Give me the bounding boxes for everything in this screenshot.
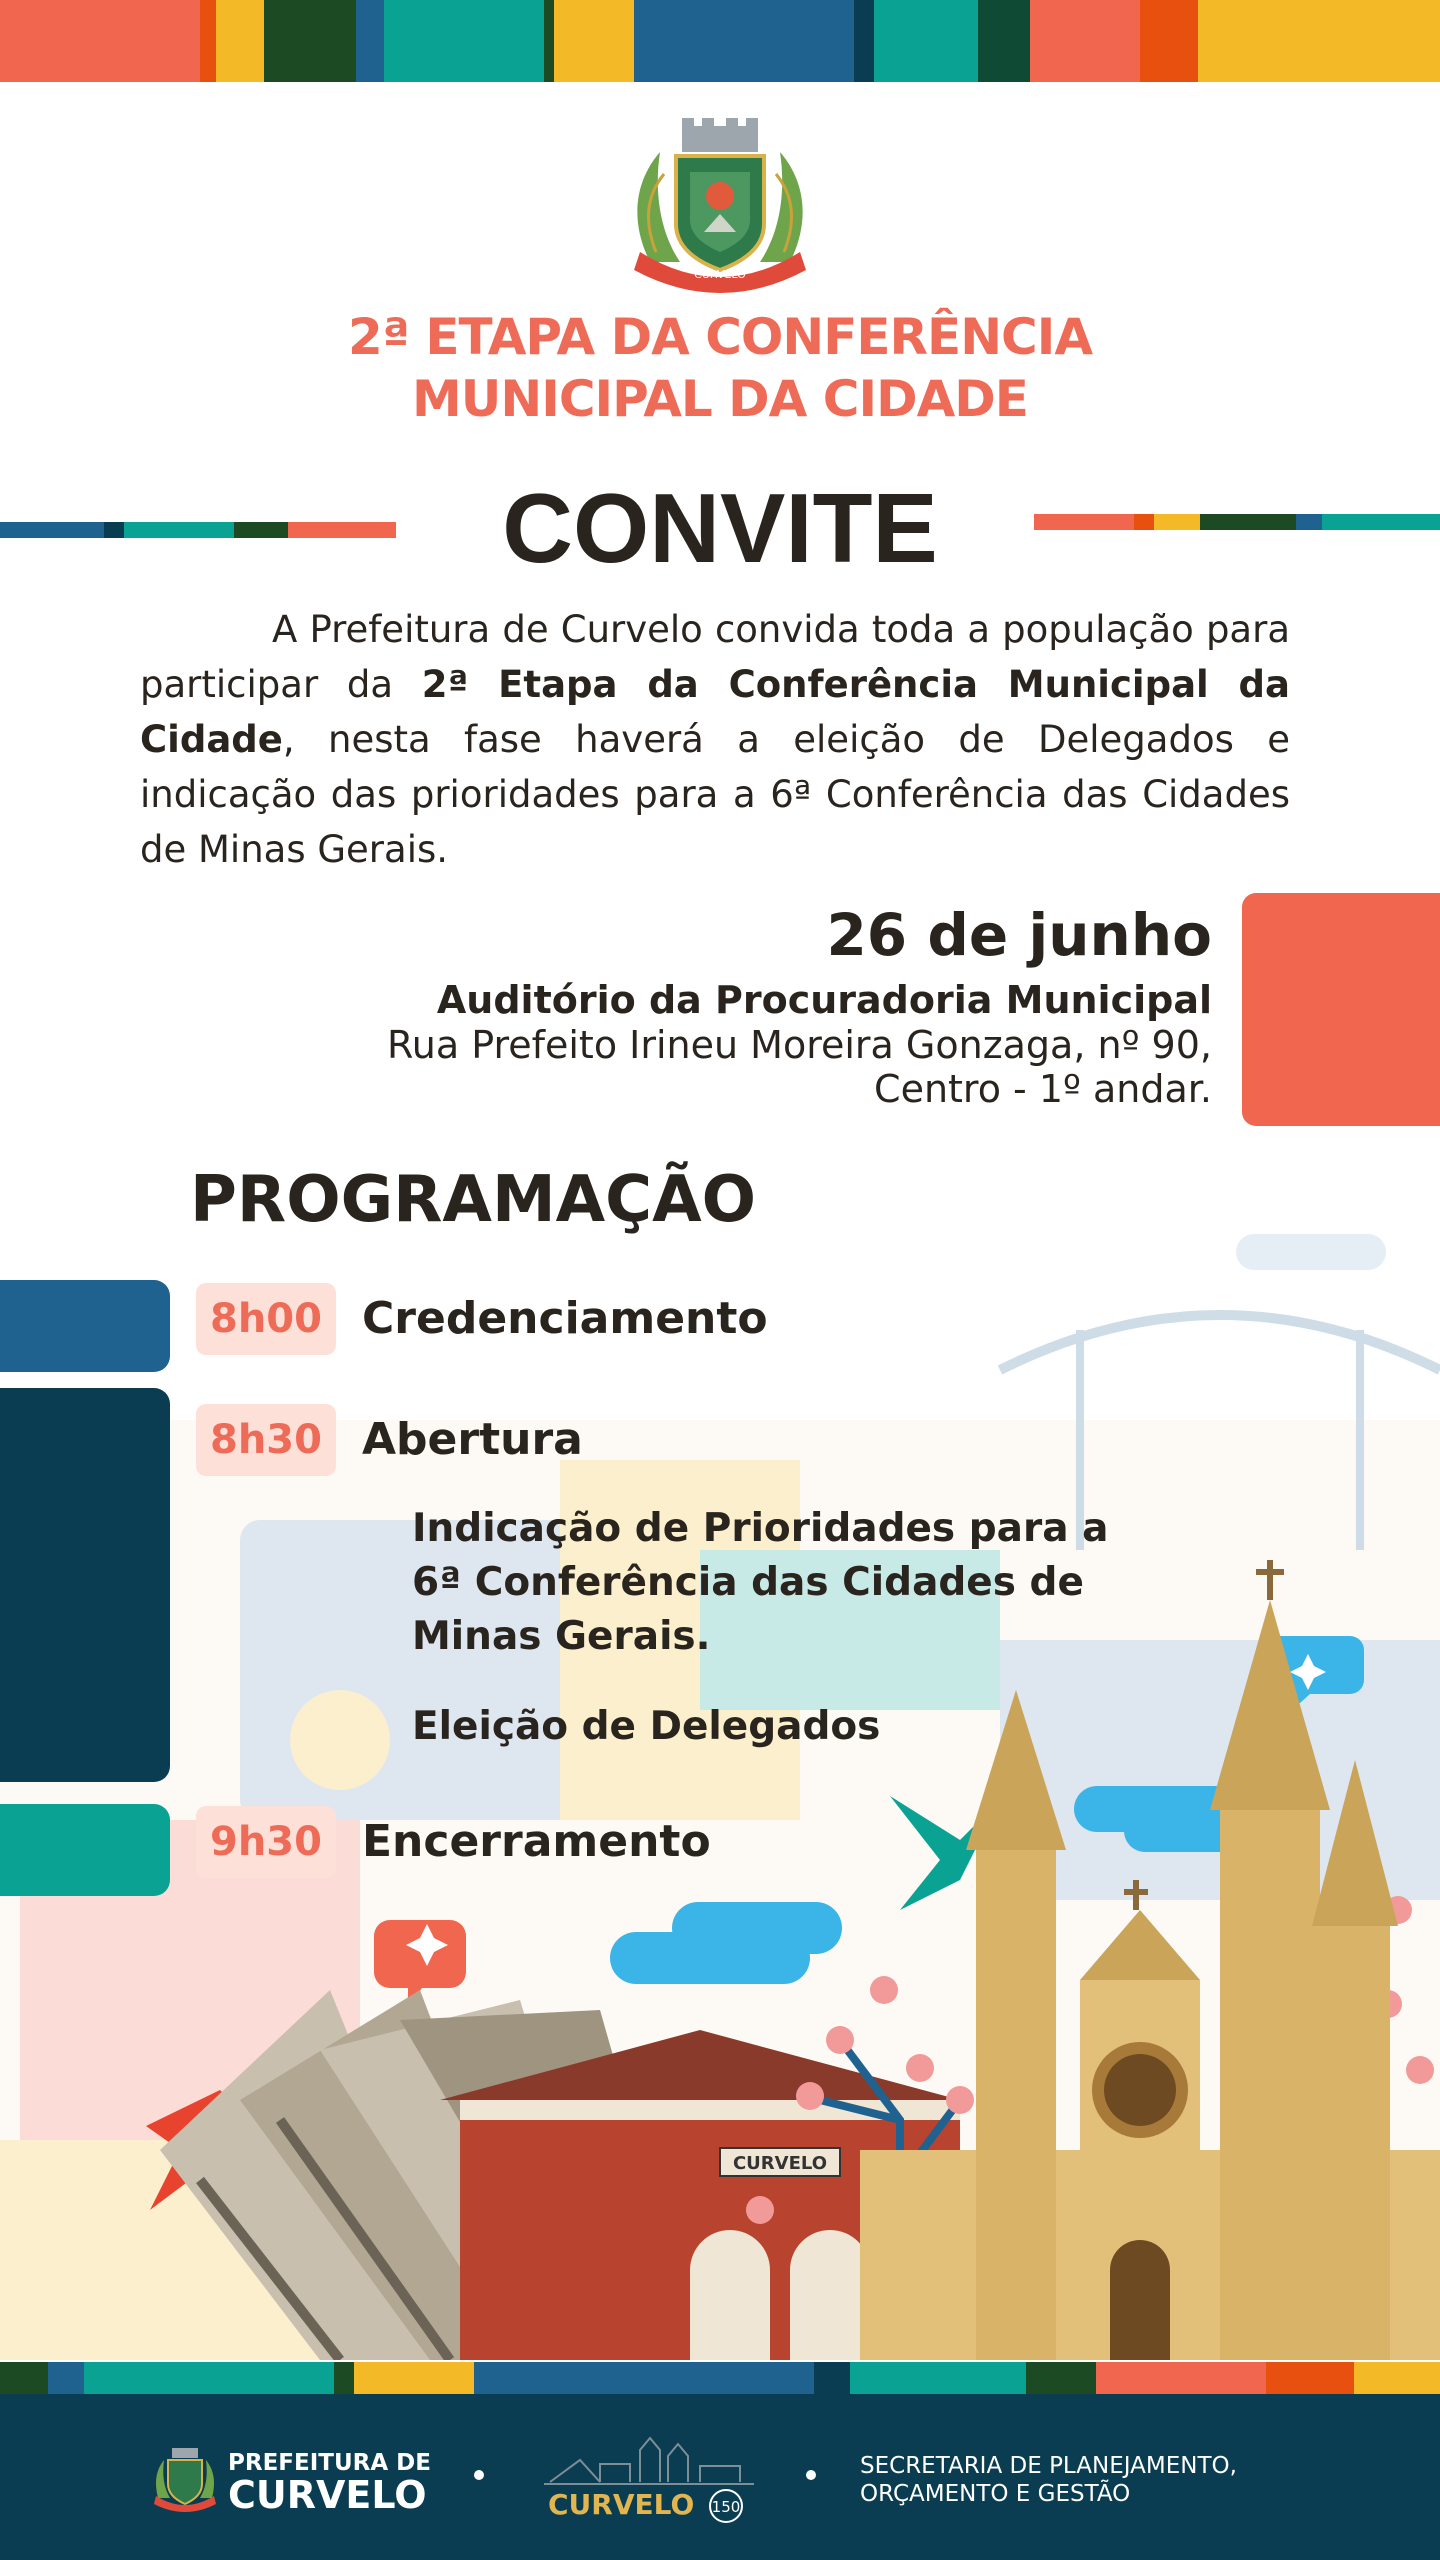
curvelo-150-wordmark: CURVELO bbox=[548, 2488, 695, 2521]
municipal-crest-logo bbox=[620, 112, 820, 296]
invite-title: CONVITE bbox=[502, 473, 938, 583]
intro-text-part2: , nesta fase haverá a eleição de Delegados e indicação das prioridades para a 6ª Conferência das Cidades de Minas Gerais. bbox=[140, 718, 1290, 871]
prefeitura-crest-icon bbox=[150, 2446, 220, 2512]
city-illustration bbox=[0, 1220, 1440, 2360]
schedule-item-1: Credenciamento bbox=[362, 1293, 768, 1344]
footer-secretariat-line-2: ORÇAMENTO E GESTÃO bbox=[860, 2481, 1131, 2507]
schedule-item-2: Abertura bbox=[362, 1414, 583, 1465]
event-venue: Auditório da Procuradoria Municipal bbox=[436, 978, 1212, 1022]
svg-text:CURVELO: CURVELO bbox=[694, 268, 746, 281]
intro-text-part1: A Prefeitura de Curvelo convida toda a população para participar da bbox=[140, 608, 1290, 706]
schedule-side-block-blue bbox=[0, 1280, 170, 1372]
conference-title-line-2: MUNICIPAL DA CIDADE bbox=[412, 370, 1028, 428]
event-address-line-1: Rua Prefeito Irineu Moreira Gonzaga, nº 90, bbox=[387, 1023, 1212, 1067]
date-accent-block bbox=[1242, 893, 1440, 1126]
schedule-item-3: Encerramento bbox=[362, 1816, 711, 1867]
footer-separator-dot-1 bbox=[474, 2470, 484, 2480]
footer-brand-line-1: PREFEITURA DE bbox=[228, 2450, 431, 2476]
curvelo-150-number: 150 bbox=[711, 2498, 741, 2516]
top-color-stripe bbox=[0, 0, 1440, 82]
schedule-sub-item-line-2: 6ª Conferência das Cidades de bbox=[412, 1560, 1084, 1605]
conference-title-line-1: 2ª ETAPA DA CONFERÊNCIA bbox=[347, 308, 1093, 366]
footer-secretariat-line-1: SECRETARIA DE PLANEJAMENTO, bbox=[860, 2453, 1237, 2479]
bottom-color-stripe bbox=[0, 2362, 1440, 2394]
curvelo-150-logo bbox=[540, 2430, 758, 2528]
schedule-time-1: 8h00 bbox=[196, 1283, 336, 1355]
footer-separator-dot-2 bbox=[806, 2470, 816, 2480]
schedule-sub-item-line-3: Minas Gerais. bbox=[412, 1614, 711, 1659]
invite-intro-paragraph bbox=[140, 602, 1290, 877]
footer-brand-line-2: CURVELO bbox=[228, 2473, 427, 2517]
footer bbox=[0, 2394, 1440, 2560]
convite-decorative-line-right bbox=[1034, 514, 1440, 530]
intro-text-bold: 2ª Etapa da Conferência Municipal da Cidade bbox=[140, 663, 1290, 761]
schedule-time-2: 8h30 bbox=[196, 1404, 336, 1476]
schedule-sub-item-line-1: Indicação de Prioridades para a bbox=[412, 1506, 1109, 1551]
schedule-time-3: 9h30 bbox=[196, 1806, 336, 1878]
station-sign: CURVELO bbox=[732, 2153, 828, 2174]
program-title: PROGRAMAÇÃO bbox=[190, 1163, 757, 1237]
schedule-side-block-teal bbox=[0, 1804, 170, 1896]
event-address-line-2: Centro - 1º andar. bbox=[874, 1067, 1212, 1111]
schedule-side-block-navy bbox=[0, 1388, 170, 1782]
schedule-sub-item-delegates: Eleição de Delegados bbox=[412, 1704, 881, 1749]
event-date: 26 de junho bbox=[826, 901, 1212, 969]
